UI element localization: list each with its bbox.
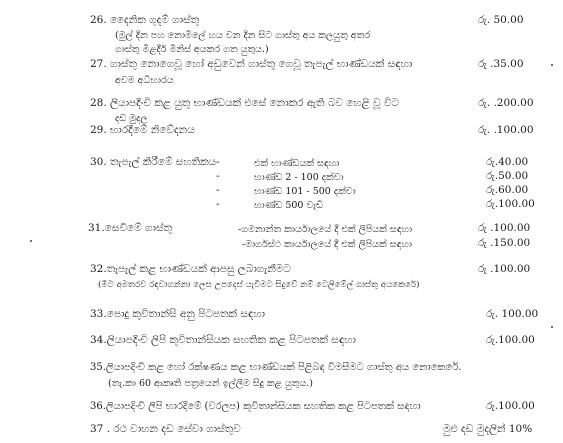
item-37-amount: මුළු දඩ මුදලින් 10%: [443, 423, 533, 435]
item-28-note: දඩ මුදල: [115, 113, 148, 124]
item-30-row-4-dash: -: [216, 198, 220, 210]
item-27-note: අවම අධිභාරය: [115, 75, 174, 86]
item-28-amount: රු. .200.00: [478, 97, 534, 109]
item-30-row-1-dash: -: [216, 156, 220, 168]
item-33-title: 33.පොදු කුවිතාන්සි අනු පිටපතක් සඳහා: [90, 308, 265, 320]
item-26-amount: රු. 50.00: [478, 14, 524, 26]
item-36-amount: රු.100.00: [486, 400, 535, 412]
scan-speck: [30, 240, 32, 242]
item-30-row-1-label: එක් භාණ්ඩයක් සඳහා: [254, 158, 340, 169]
item-31-row-1-amount: රු .100.00: [478, 222, 531, 234]
item-31-row-1-label: -ගමනාන්ත කාර්යාලයේ දී එක් ලිපියක් සඳහා: [238, 224, 413, 235]
item-29-amount: රු. .100.00: [478, 124, 534, 136]
item-34-title: 34.ලියාපදිංචි ලිපි කුවිතාන්සියක සහතික කළ පිටපතක් සඳහා: [90, 334, 356, 346]
item-30-row-3-amount: රු.60.00: [486, 184, 529, 196]
item-27-title: 27. ගාස්තු නොගෙවූ හෝ අඩුවෙන් ගාස්තු ගෙවූ තැපැල් භාණ්ඩයක් සඳහා: [90, 58, 413, 70]
scan-speck: [551, 64, 553, 66]
item-30-row-1-amount: රු.40.00: [486, 156, 529, 168]
item-29-title: 29. භාරදීමේ නිවේදනය: [90, 124, 195, 136]
item-28-title: 28. ලියාපදිංචි කළ යුතු භාණ්ඩයක් එසේ නොකර ඇති බව හෙළි වූ විට: [90, 97, 399, 109]
item-26-note-2: ගාස්තු මිළදීර් මිනිස් අයකර ගත යුතුය.): [115, 44, 269, 55]
item-27-amount: රු .35.00: [478, 58, 524, 70]
item-30-row-2-label: භාණ්ඩ 2 - 100 දක්වා: [254, 172, 344, 183]
item-36-title: 36.ලියාපදිංචි ලිපි භාරදීමේ (වරලප) කුවිතාන්සියක සහතික කළ පිටපතක් සඳහා: [90, 401, 421, 412]
item-37-title: 37 . රථ වාහන දඩ සේවා ගාස්තුව: [90, 423, 241, 435]
item-30-row-3-dash: -: [216, 184, 220, 196]
item-30-title: 30. තැපැල් කිරීමේ සහතිකය: [90, 156, 217, 168]
item-32-title: 32.තැපැල් කළ භාණ්ඩයක් ආපසු ලබාගැනීමට: [90, 263, 291, 275]
item-33-amount: රු. 100.00: [486, 308, 539, 320]
item-26-note-1: (මුල් දින පහ නොමිලේ හය වන දින සිට ගාස්තු අය කලයුතු අතර: [115, 30, 371, 41]
item-30-row-3-label: භාණ්ඩ 101 - 500 දක්වා: [254, 186, 356, 197]
item-31-title: 31.සෙවීමේ ගාස්තු: [88, 222, 173, 234]
scan-speck: [551, 326, 553, 328]
item-32-note: (මීට අමතරව රඳවාගන්නා ලෙස උපදෙස් යැවීමට සිදුවේ නම් ටෙලිමේල් ගාස්තු අයකෙරේ): [98, 280, 420, 290]
item-30-row-4-label: භාණ්ඩ 500 වැඩි: [254, 200, 324, 211]
item-30-row-2-dash: -: [216, 170, 220, 182]
item-34-amount: රු.100.00: [486, 334, 535, 346]
item-31-row-2-label: -මාර්ගස්ථ කාර්යාලයේ දී එක් ලිපියක් සඳහා: [242, 239, 413, 250]
item-35-title: 35.ලියාපදිංචි කළ හෝ රක්ෂණය කළ භාණ්ඩයක් පිළිබඳ විමසීමට ගාස්තු අය නොකෙරේ.: [90, 362, 462, 373]
item-26-title: 26. දෛනික ගුදම් ගාස්තු: [90, 14, 200, 26]
item-32-amount: රු .100.00: [478, 263, 531, 275]
item-30-row-2-amount: රු.50.00: [486, 170, 529, 182]
item-35-note: (තැ.කා 60 ආකෘති පත්‍රයෙන් ඉල්ලීම සිදු කළ යුතුය.): [108, 378, 314, 389]
item-31-row-2-amount: රු .150.00: [478, 237, 531, 249]
item-30-row-4-amount: රු.100.00: [486, 198, 535, 210]
